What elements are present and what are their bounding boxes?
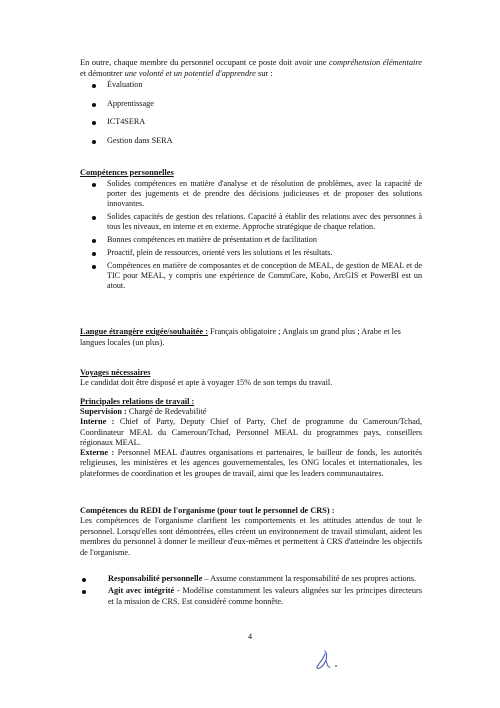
language-text: Français obligatoire ; Anglais un grand plus ; Arabe et les langues locales (un plus). — [80, 327, 401, 347]
intro-text-2: et démontrer — [80, 68, 125, 78]
value-text: – Assume constamment la responsabilité de ses propres actions. — [202, 574, 417, 583]
list-item: Évaluation — [80, 80, 422, 90]
intro-text-3: sur : — [255, 68, 273, 78]
list-item: Solides compétences en matière d'analyse et de résolution de problèmes, avec la capacité de porter des jugements et de prendre des décisions judicieuses et de proposer des solutions innovantes. — [80, 179, 422, 209]
list-item: Gestion dans SERA — [80, 136, 422, 146]
supervision-text: Chargé de Redevabilité — [126, 407, 207, 416]
section-heading: Compétences du REDI de l'organisme (pour tout le personnel de CRS) : — [80, 506, 335, 515]
list-item — [80, 586, 422, 607]
section-heading: Langue étrangère exigée/souhaitée : — [80, 327, 209, 336]
interne-label: Interne : — [80, 417, 115, 427]
list-item: Bonnes compétences en matière de présentation et de facilitation — [80, 235, 422, 245]
competences-section — [80, 168, 422, 290]
value-title: Agit avec intégrité — [108, 586, 175, 596]
section-heading: Principales relations de travail : — [80, 397, 195, 406]
intro-text-1: En outre, chaque membre du personnel occupant ce poste doit avoir une — [80, 58, 330, 67]
externe-text: Personnel MEAL d'autres organisations et partenaires, le bailleur de fonds, les autorités religieuses, les ministères et les agences gouvernementales, les ONG locales et internationales, les plateformes de coordination et les groupes de travail, ainsi que les leaders communautaires. — [80, 448, 422, 478]
relations-section — [80, 397, 422, 479]
interne-line — [80, 417, 422, 448]
list-item: Solides capacités de gestion des relations. Capacité à établir des relations avec des personnes à tous les niveaux, en interne et en externe. Approche stratégique de chaque relation. — [80, 212, 422, 232]
externe-line — [80, 448, 422, 479]
section-heading: Voyages nécessaires — [80, 368, 151, 377]
intro-emphasis-1: compréhension élémentaire — [329, 58, 422, 67]
list-item: Compétences en matière de composantes et de conception de MEAL, de gestion de MEAL et de TIC pour MEAL, y compris une expérience de CommCare, Kobo, ArcGIS et PowerBI est un atout. — [80, 261, 422, 291]
list-item: ICT4SERA — [80, 117, 422, 127]
intro-paragraph — [80, 58, 422, 79]
travel-text: Le candidat doit être disposé et apte à voyager 15% de son temps du travail. — [80, 378, 333, 387]
list-item — [80, 574, 422, 584]
supervision-line — [80, 407, 422, 417]
handwritten-initials-mark — [312, 648, 346, 674]
redi-text: Les compétences de l'organisme clarifient les comportements et les attitudes attendus de tout le personnel. Lorsqu'elles sont démontrées, elles créent un environnement de travail stimulant, aident les membres du personnel à donner le meilleur d'eux-mêmes et permettent à CRS d'atteindre les objectifs de l'organisme. — [80, 516, 422, 557]
list-item: Apprentissage — [80, 99, 422, 109]
section-heading: Compétences personnelles — [80, 168, 174, 177]
language-section — [80, 327, 422, 348]
list-item: Proactif, plein de ressources, orienté vers les solutions et les résultats. — [80, 248, 422, 258]
travel-section — [80, 368, 422, 389]
externe-label: Externe : — [80, 448, 115, 458]
value-text: - Modélise constamment les valeurs alignées sur les principes directeurs et la mission de CRS. Est considéré comme honnête. — [108, 586, 422, 606]
supervision-label: Supervision : — [80, 407, 127, 416]
value-title: Responsabilité personnelle — [108, 574, 203, 583]
redi-section — [80, 506, 422, 558]
page-number: 4 — [247, 631, 253, 641]
interne-text: Chief of Party, Deputy Chief of Party, Chef de programme du Cameroun/Tchad, Coordinateur MEAL du Cameroun/Tchad, Personnel MEAL du programmes pays, conseillers régionaux MEAL. — [80, 417, 422, 447]
intro-emphasis-2: une volonté et un potentiel d'apprendre — [124, 68, 256, 78]
